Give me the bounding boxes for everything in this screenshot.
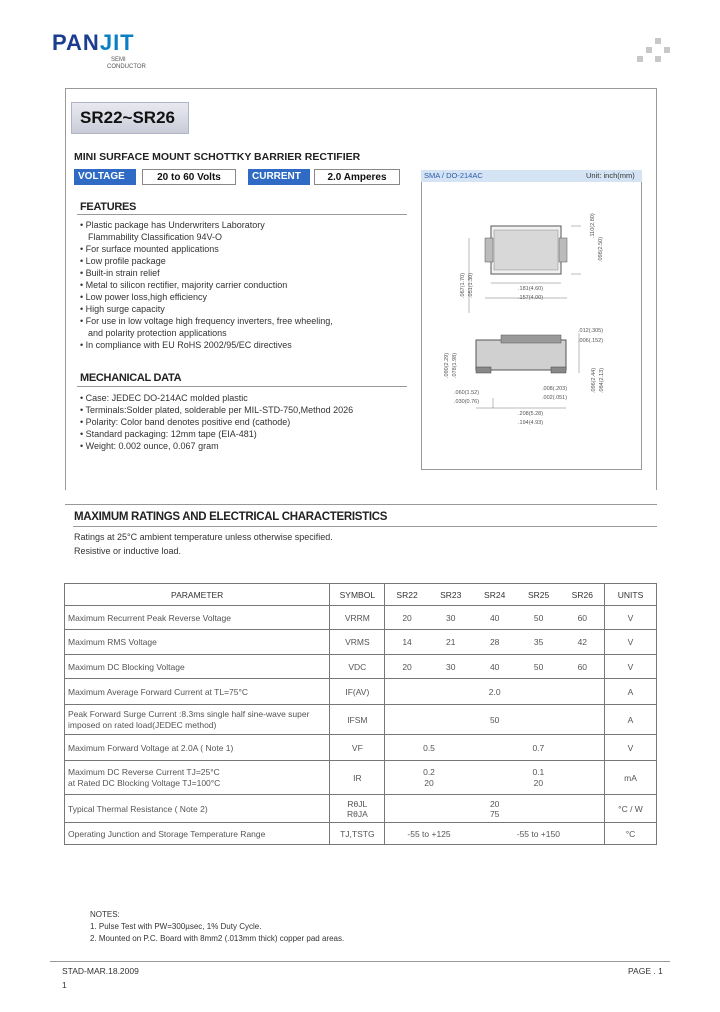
cell: 35 — [517, 630, 561, 655]
ratings-note-1: Ratings at 25°C ambient temperature unless otherwise specified. — [74, 532, 333, 542]
cell: 30 — [429, 655, 473, 679]
cell: 50 — [517, 606, 561, 630]
package-unit: Unit: inch(mm) — [586, 171, 635, 180]
col-header: SR23 — [429, 584, 473, 606]
cell: 30 — [429, 606, 473, 630]
dim-label: .208(5.28) — [518, 411, 544, 417]
package-label: SMA / DO-214AC — [424, 171, 483, 180]
cell-line: 20 — [533, 777, 544, 788]
table-row — [65, 606, 657, 630]
table-row — [65, 630, 657, 655]
list-item: • Polarity: Color band denotes positive end (cathode) — [80, 417, 291, 427]
features-list — [80, 219, 333, 351]
cell-line: 20 — [489, 798, 500, 809]
dim-label: .051(1.30) — [468, 272, 474, 298]
brand-name-b: JIT — [99, 30, 135, 55]
dim-label: .012(.305) — [578, 328, 604, 334]
cell: 0.5 — [385, 735, 473, 761]
col-header: UNITS — [605, 584, 657, 606]
list-item: • High surge capacity — [80, 304, 165, 314]
features-divider — [77, 214, 407, 215]
row-param: Operating Junction and Storage Temperature Range — [65, 823, 330, 845]
dim-label: .078(1.98) — [452, 352, 458, 378]
page-title: SR22~SR26 — [80, 108, 175, 127]
list-item: Flammability Classification 94V-O — [88, 232, 223, 242]
dim-label: .084(2.13) — [599, 367, 605, 393]
row-unit: mA — [605, 761, 657, 795]
dim-label: .098(2.50) — [598, 236, 604, 262]
footer-page: PAGE . 1 — [628, 966, 663, 976]
cell: 2.0 — [385, 679, 605, 705]
cell-line: 75 — [489, 808, 500, 819]
ratings-divider — [65, 504, 657, 505]
cell: 60 — [561, 606, 605, 630]
table-row — [65, 679, 657, 705]
cell: 21 — [429, 630, 473, 655]
brand-sub2: CONDUCTOR — [107, 64, 146, 70]
dim-label: .006(.152) — [578, 338, 604, 344]
ratings-note-2: Resistive or inductive load. — [74, 546, 182, 556]
footer-number: 1 — [62, 980, 67, 990]
brand-sub1: SEMI — [111, 57, 126, 63]
row-param-line: Maximum DC Reverse Current TJ=25°C — [68, 766, 220, 777]
list-item: • For use in low voltage high frequency inverters, free wheeling, — [80, 316, 333, 326]
dim-label: .030(0.76) — [454, 399, 480, 405]
cell: 20 — [385, 655, 429, 679]
col-header: PARAMETER — [65, 584, 330, 606]
col-header: SR24 — [473, 584, 517, 606]
symbol-line: RθJA — [346, 808, 368, 819]
cell — [385, 795, 605, 823]
ratings-heading-underline — [73, 526, 657, 527]
col-header: SR22 — [385, 584, 429, 606]
voltage-label: VOLTAGE — [74, 169, 136, 185]
row-symbol — [330, 795, 385, 823]
list-item: • Built-in strain relief — [80, 268, 160, 278]
dim-label: .002(.051) — [542, 395, 568, 401]
row-param: Maximum Recurrent Peak Reverse Voltage — [65, 606, 330, 630]
list-item: • Standard packaging: 12mm tape (EIA-481) — [80, 429, 257, 439]
cell: 0.7 — [473, 735, 605, 761]
col-header: SR26 — [561, 584, 605, 606]
mechanical-divider — [77, 386, 407, 387]
brand-subtitle — [107, 57, 146, 71]
row-param: Maximum Forward Voltage at 2.0A ( Note 1) — [65, 735, 330, 761]
package-outline-icon — [421, 183, 642, 469]
row-param: Maximum Average Forward Current at TL=75°C — [65, 679, 330, 705]
row-unit: V — [605, 630, 657, 655]
dim-label: .008(.203) — [542, 386, 568, 392]
brand-logo — [52, 30, 135, 56]
row-param: Peak Forward Surge Current :8.3ms single half sine-wave super imposed on rated load(JEDEC method) — [65, 705, 330, 735]
cell-line: 0.2 — [423, 766, 435, 777]
cell: 42 — [561, 630, 605, 655]
dim-label: .090(2.29) — [444, 352, 450, 378]
cell: -55 to +125 — [385, 823, 473, 845]
col-header: SR25 — [517, 584, 561, 606]
row-symbol: VDC — [330, 655, 385, 679]
row-symbol: TJ,TSTG — [330, 823, 385, 845]
row-param: Typical Thermal Resistance ( Note 2) — [65, 795, 330, 823]
row-unit: °C — [605, 823, 657, 845]
list-item: • In compliance with EU RoHS 2002/95/EC directives — [80, 340, 292, 350]
table-row — [65, 761, 657, 795]
list-item: • Terminals:Solder plated, solderable per MIL-STD-750,Method 2026 — [80, 405, 354, 415]
row-unit: V — [605, 655, 657, 679]
cell: -55 to +150 — [473, 823, 605, 845]
table-row — [65, 705, 657, 735]
dim-label: .060(1.52) — [454, 390, 480, 396]
brand-name-a: PAN — [52, 30, 100, 55]
current-label: CURRENT — [248, 169, 310, 185]
table-header-row — [65, 584, 657, 606]
row-param: Maximum RMS Voltage — [65, 630, 330, 655]
list-item: and polarity protection applications — [88, 328, 227, 338]
dim-label: .181(4.60) — [518, 286, 544, 292]
cell: 60 — [561, 655, 605, 679]
ratings-heading: MAXIMUM RATINGS AND ELECTRICAL CHARACTERISTICS — [74, 511, 388, 523]
voltage-value: 20 to 60 Volts — [142, 169, 236, 185]
symbol-line: RθJL — [347, 798, 368, 809]
cell-line: 0.1 — [532, 766, 545, 777]
list-item: • Metal to silicon rectifier, majority carrier conduction — [80, 280, 288, 290]
col-header: SYMBOL — [330, 584, 385, 606]
note-item: 2. Mounted on P.C. Board with 8mm2 (.013mm thick) copper pad areas. — [90, 934, 345, 943]
cell: 40 — [473, 655, 517, 679]
row-unit: °C / W — [605, 795, 657, 823]
table-row — [65, 823, 657, 845]
row-param-line: at Rated DC Blocking Voltage TJ=100°C — [68, 777, 221, 788]
cell-line: 20 — [424, 777, 434, 788]
row-unit: V — [605, 606, 657, 630]
list-item: • Case: JEDEC DO-214AC molded plastic — [80, 393, 248, 403]
list-item: • Weight: 0.002 ounce, 0.067 gram — [80, 441, 219, 451]
page-subtitle: MINI SURFACE MOUNT SCHOTTKY BARRIER RECTIFIER — [74, 151, 361, 163]
mechanical-list — [80, 392, 353, 452]
list-item: • For surface mounted applications — [80, 244, 219, 254]
list-item: • Low power loss,high efficiency — [80, 292, 208, 302]
features-heading: FEATURES — [80, 201, 137, 213]
cell: 40 — [473, 606, 517, 630]
mechanical-heading: MECHANICAL DATA — [80, 372, 182, 384]
ratings-table — [64, 583, 657, 845]
dim-label: .110(2.80) — [590, 213, 596, 238]
list-item: • Low profile package — [80, 256, 166, 266]
row-unit: V — [605, 735, 657, 761]
dim-label: .194(4.93) — [518, 420, 544, 426]
row-symbol: IR — [330, 761, 385, 795]
row-symbol: VRRM — [330, 606, 385, 630]
table-row — [65, 795, 657, 823]
row-symbol: VRMS — [330, 630, 385, 655]
table-row — [65, 735, 657, 761]
row-symbol: VF — [330, 735, 385, 761]
dim-label: .157(4.00) — [518, 295, 544, 301]
footer-divider — [50, 961, 670, 962]
list-item: • Plastic package has Underwriters Laboratory — [80, 220, 265, 230]
row-symbol: IF(AV) — [330, 679, 385, 705]
cell: 14 — [385, 630, 429, 655]
table-row — [65, 655, 657, 679]
cell: 50 — [517, 655, 561, 679]
cell: 50 — [385, 705, 605, 735]
notes — [90, 909, 344, 945]
cell: 20 — [385, 606, 429, 630]
cell — [473, 761, 605, 795]
dim-label: .067(1.70) — [460, 272, 466, 298]
notes-heading: NOTES: — [90, 910, 120, 919]
row-unit: A — [605, 705, 657, 735]
note-item: 1. Pulse Test with PW=300µsec, 1% Duty Cycle. — [90, 922, 262, 931]
cell — [385, 761, 473, 795]
footer-date: STAD-MAR.18.2009 — [62, 966, 139, 976]
row-unit: A — [605, 679, 657, 705]
dim-label: .096(2.44) — [591, 367, 597, 393]
row-symbol: IFSM — [330, 705, 385, 735]
row-param — [65, 761, 330, 795]
cell: 28 — [473, 630, 517, 655]
row-param: Maximum DC Blocking Voltage — [65, 655, 330, 679]
current-value: 2.0 Amperes — [314, 169, 400, 185]
